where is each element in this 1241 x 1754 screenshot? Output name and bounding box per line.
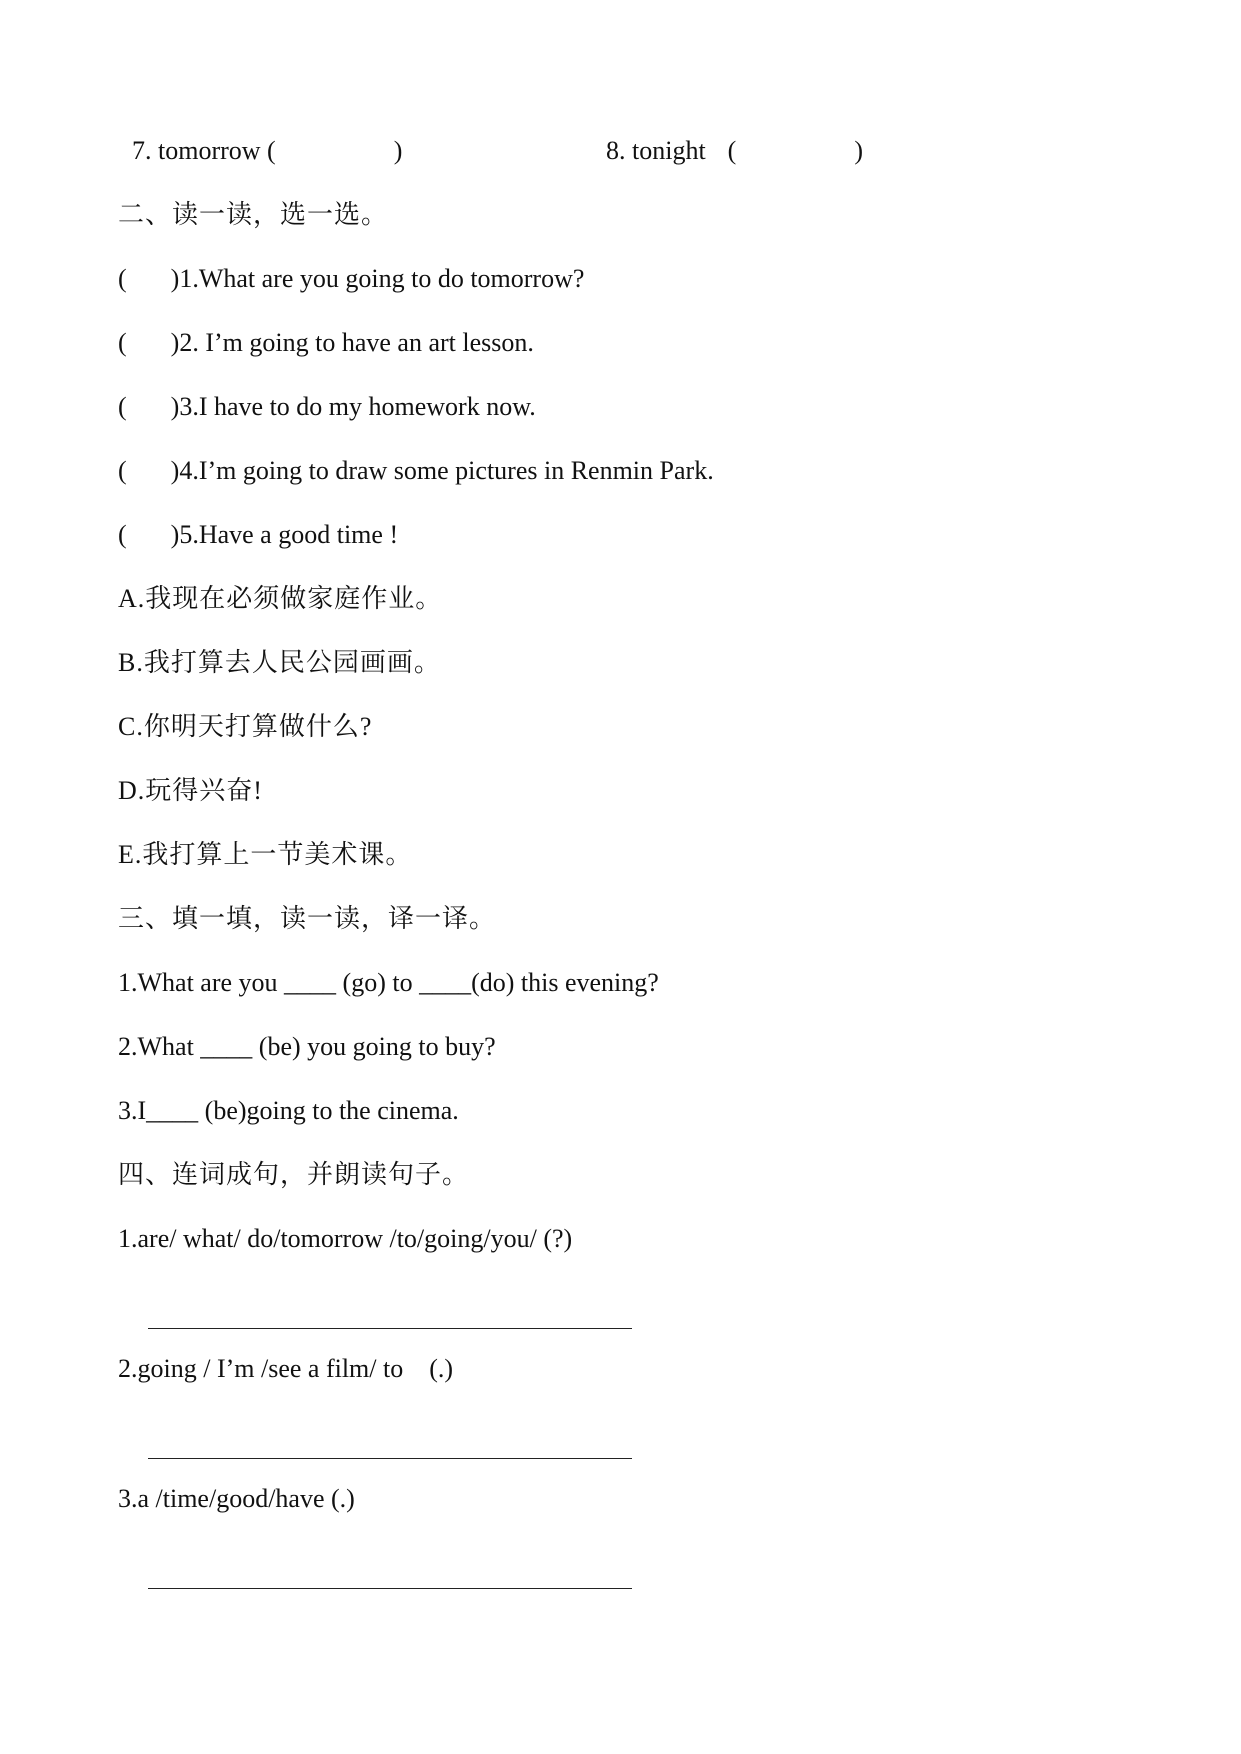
fill-item-2: 2.What ____ (be) you going to buy? (118, 1032, 496, 1061)
match-row-1-answer-gap[interactable] (127, 264, 171, 294)
match-row-4 (118, 454, 714, 488)
match-row-4-text: )4.I’m going to draw some pictures in Renmin Park. (170, 456, 714, 485)
scramble-item-2: 2.going / I’m /see a film/ to (.) (118, 1354, 454, 1383)
vocab-item-8-open-paren: ( (727, 136, 737, 165)
match-row-4-open-paren: ( (118, 456, 127, 485)
option-b: B.我打算去人民公园画画。 (118, 648, 441, 677)
scramble-answer-2[interactable] (148, 1426, 632, 1459)
match-row-3 (118, 390, 536, 424)
scramble-item-1: 1.are/ what/ do/tomorrow /to/going/you/ (?) (118, 1224, 573, 1253)
fill-item-3: 3.I____ (be)going to the cinema. (118, 1096, 459, 1125)
match-row-5-answer-gap[interactable] (127, 520, 171, 550)
section2-heading: 二、读一读，选一选。 (118, 200, 389, 229)
option-d: D.玩得兴奋! (118, 776, 263, 805)
section3-heading: 三、填一填，读一读，译一译。 (118, 904, 497, 933)
section4-heading: 四、连词成句，并朗读句子。 (118, 1160, 470, 1189)
fill-item-1: 1.What are you ____ (go) to ____(do) this evening? (118, 968, 659, 997)
option-a: A.我现在必须做家庭作业。 (118, 584, 443, 613)
match-row-5-open-paren: ( (118, 520, 127, 549)
vocab-item-7-answer-gap[interactable] (276, 136, 394, 166)
match-row-2-answer-gap[interactable] (127, 328, 171, 358)
match-row-4-answer-gap[interactable] (127, 456, 171, 486)
vocab-item-8-label: 8. tonight (606, 136, 706, 165)
match-row-2 (118, 326, 534, 360)
option-c: C.你明天打算做什么? (118, 712, 373, 741)
vocab-item-7 (132, 134, 402, 168)
match-row-1-text: )1.What are you going to do tomorrow? (170, 264, 585, 293)
match-row-1 (118, 262, 584, 296)
match-row-5 (118, 518, 398, 552)
vocab-item-8 (606, 134, 863, 168)
vocab-item-7-label: 7. tomorrow ( (132, 136, 276, 165)
match-row-3-open-paren: ( (118, 392, 127, 421)
option-e: E.我打算上一节美术课。 (118, 840, 413, 869)
vocab-row (0, 134, 1241, 168)
scramble-answer-1[interactable] (148, 1296, 632, 1329)
match-row-5-text: )5.Have a good time ! (170, 520, 399, 549)
scramble-answer-3[interactable] (148, 1556, 632, 1589)
match-row-1-open-paren: ( (118, 264, 127, 293)
match-row-2-open-paren: ( (118, 328, 127, 357)
vocab-item-8-close-paren: ) (854, 136, 864, 165)
scramble-item-3: 3.a /time/good/have (.) (118, 1484, 355, 1513)
match-row-3-answer-gap[interactable] (127, 392, 171, 422)
match-row-2-text: )2. I’m going to have an art lesson. (170, 328, 534, 357)
vocab-item-8-answer-gap[interactable] (736, 136, 854, 166)
match-row-3-text: )3.I have to do my homework now. (170, 392, 536, 421)
vocab-item-7-close-paren: ) (393, 136, 403, 165)
